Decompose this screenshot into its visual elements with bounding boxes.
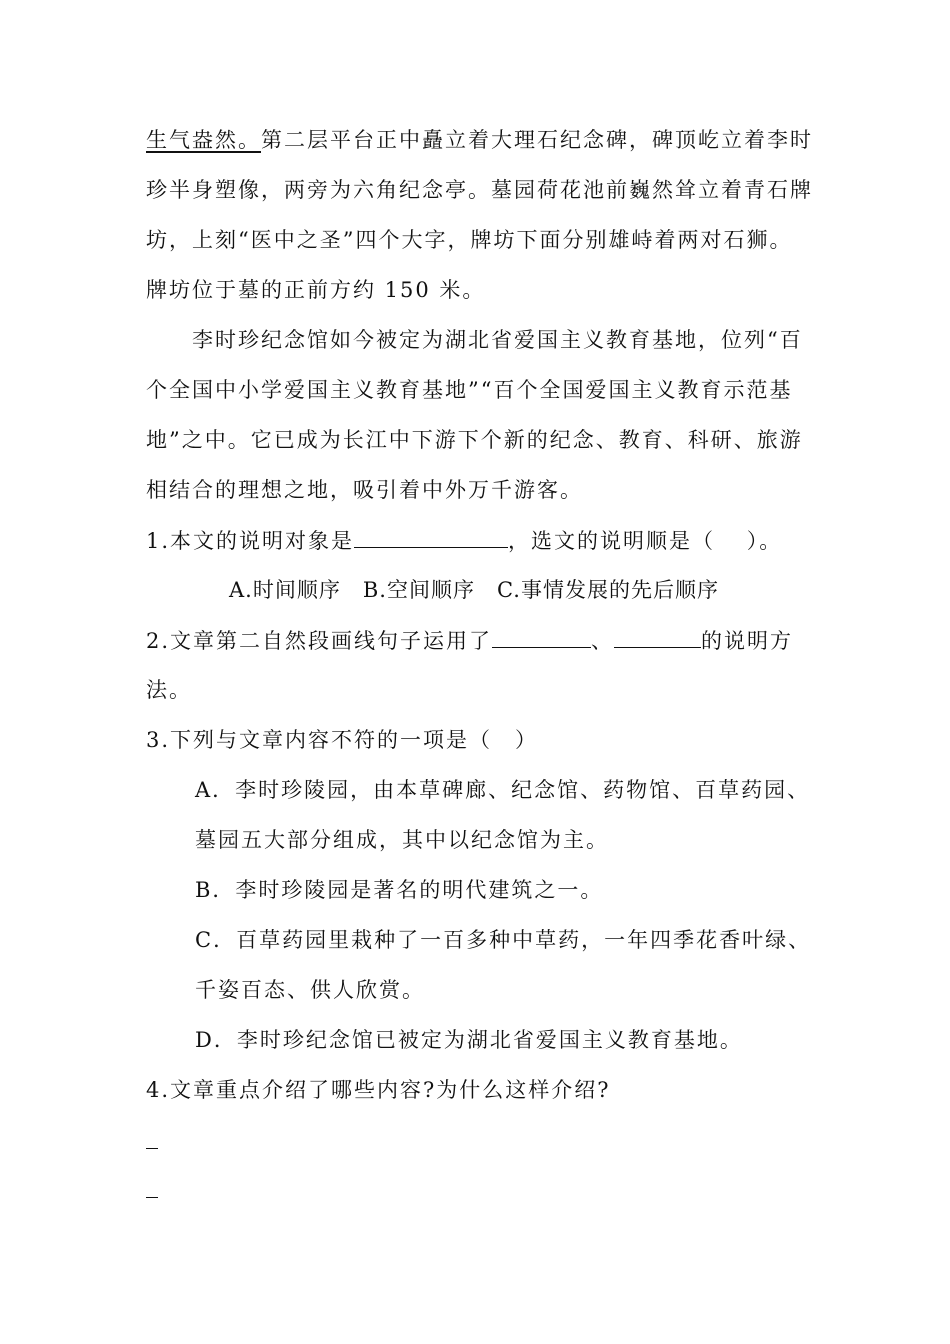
option-c-line-2[interactable]: 千姿百态、供人欣赏。	[195, 978, 425, 1002]
option-b[interactable]: B．李时珍陵园是著名的明代建筑之一。	[195, 878, 604, 902]
passage-p1-line-2: 珍半身塑像，两旁为六角纪念亭。墓园荷花池前巍然耸立着青石牌	[146, 178, 813, 202]
passage-p2-line-4: 相结合的理想之地，吸引着中外万千游客。	[146, 478, 583, 502]
passage-text: 第二层平台正中矗立着大理石纪念碑，碑顶屹立着李时	[261, 128, 813, 152]
passage-p2-line-3: 地”之中。它已成为长江中下游下个新的纪念、教育、科研、旅游	[146, 428, 803, 452]
passage-p1-line-3: 坊，上刻“医中之圣”四个大字，牌坊下面分别雄峙着两对石狮。	[146, 228, 793, 252]
question-2-separator: 、	[591, 629, 615, 653]
option-a-line-2[interactable]: 墓园五大部分组成，其中以纪念馆为主。	[195, 828, 609, 852]
question-1	[146, 525, 782, 556]
question-4-stem: 4.文章重点介绍了哪些内容?为什么这样介绍?	[146, 1078, 611, 1102]
passage-p2-line-1: 李时珍纪念馆如今被定为湖北省爱国主义教育基地，位列“百	[192, 328, 803, 352]
question-2-continuation: 法。	[146, 678, 192, 702]
option-d[interactable]: D．李时珍纪念馆已被定为湖北省爱国主义教育基地。	[195, 1028, 743, 1052]
question-2-prefix: 2.文章第二自然段画线句子运用了	[146, 629, 493, 653]
question-2-suffix: 的说明方	[701, 629, 794, 653]
question-2	[146, 625, 793, 656]
answer-blank-1[interactable]	[354, 525, 508, 548]
question-3-stem: 3.下列与文章内容不符的一项是（ ）	[146, 728, 539, 752]
question-1-suffix: ，选文的说明顺是（ ）。	[508, 529, 783, 553]
passage-p1-line-4: 牌坊位于墓的正前方约 150 米。	[146, 278, 486, 302]
answer-line-1[interactable]	[146, 1148, 158, 1149]
option-c-line-1[interactable]: C．百草药园里栽种了一百多种中草药，一年四季花香叶绿、	[195, 928, 812, 952]
option-a-line-1[interactable]: A．李时珍陵园，由本草碑廊、纪念馆、药物馆、百草药园、	[195, 778, 811, 802]
answer-blank-2b[interactable]	[614, 625, 701, 648]
answer-blank-2a[interactable]	[492, 625, 591, 648]
underlined-sentence: 生气盎然。	[146, 128, 261, 152]
passage-p2-line-2: 个全国中小学爱国主义教育基地”“百个全国爱国主义教育示范基	[146, 378, 793, 402]
question-1-options: A.时间顺序 B.空间顺序 C.事情发展的先后顺序	[229, 578, 719, 602]
question-1-prefix: 1.本文的说明对象是	[146, 529, 355, 553]
answer-line-2[interactable]	[146, 1197, 158, 1198]
passage-p1-line-1	[146, 125, 813, 155]
